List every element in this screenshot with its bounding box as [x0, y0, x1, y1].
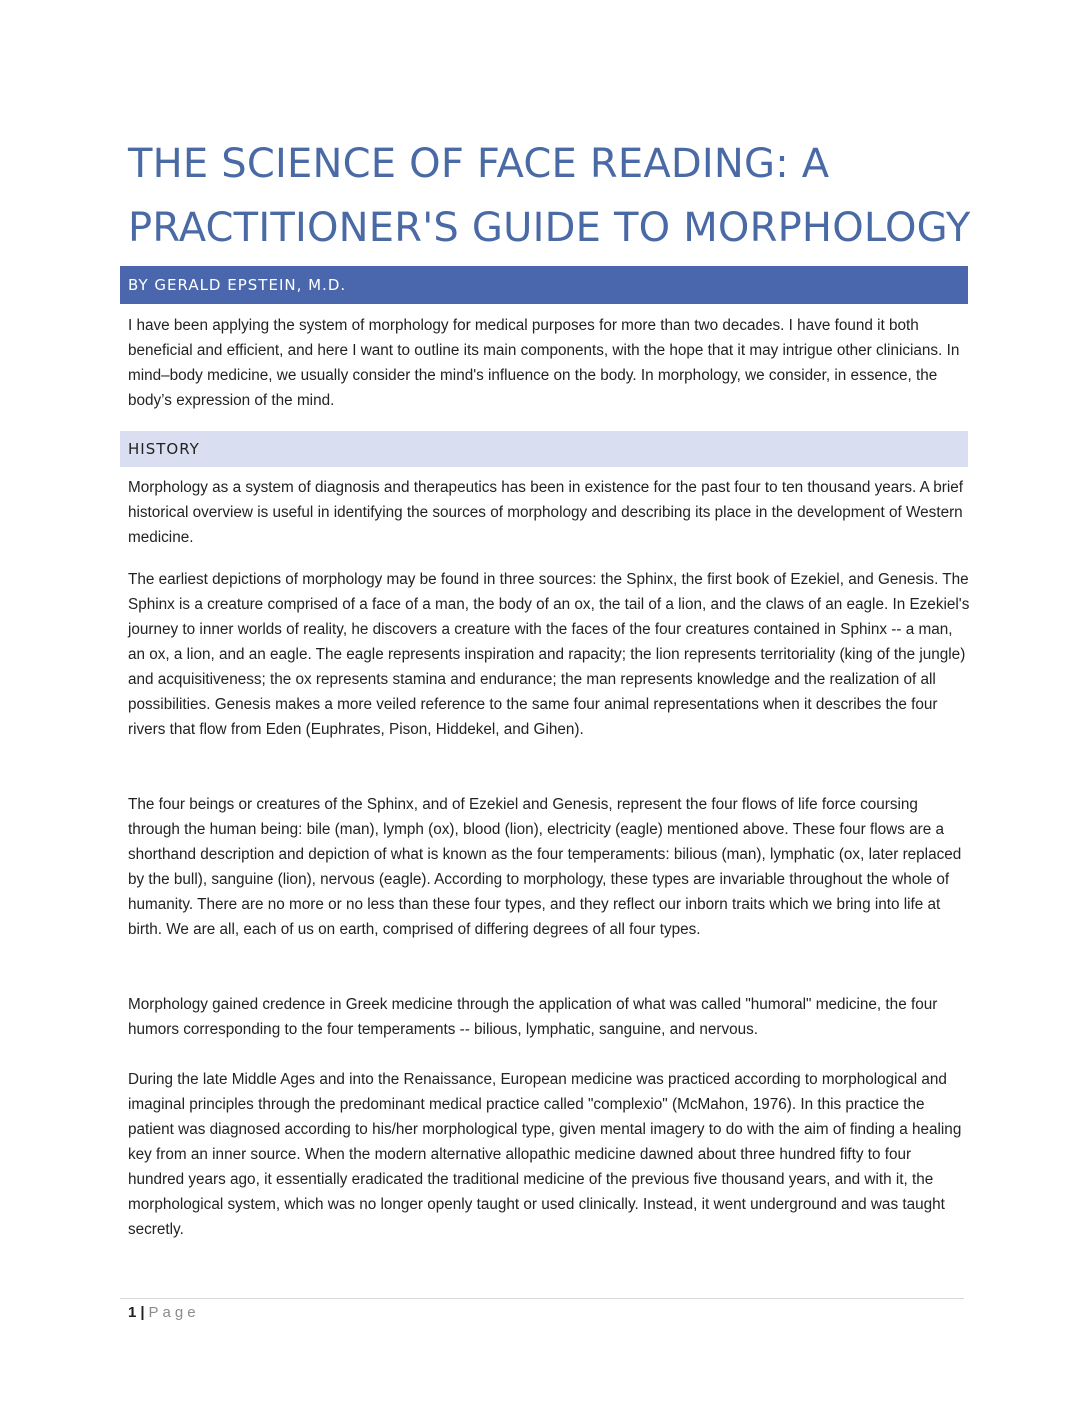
history-paragraph-5: During the late Middle Ages and into the Renaissance, European medicine was practiced according to morphological and imaginal principles through the predominant medical practice called "complexio" (McMahon, 1976). In this practice the patient was diagnosed according to his/her morphological type, given mental imagery to do with the aim of finding a healing key from an inner source. When the modern alternative allopathic medicine dawned about three hundred fifty to four hundred years ago, it essentially eradicated the traditional medicine of the previous five thousand years, and with it, the morphological system, which was no longer openly taught or used clinically. Instead, it went underground and was taught secretly. [128, 1071, 962, 1238]
footer-separator: | [140, 1304, 145, 1321]
intro-paragraph: I have been applying the system of morphology for medical purposes for more than two decades. I have found it both beneficial and efficient, and here I want to outline its main components, with the hope that it may intrigue other clinicians. In mind–body medicine, we usually consider the mind's influence on the body. In morphology, we consider, in essence, the body’s expression of the mind. [128, 317, 960, 409]
page-label: Page [148, 1304, 200, 1321]
history-paragraph-2: The earliest depictions of morphology may be found in three sources: the Sphinx, the first book of Ezekiel, and Genesis. The Sphinx is a creature comprised of a face of a man, the body of an ox, the tail of a lion, and the claws of an eagle. In Ezekiel's journey to inner worlds of reality, he discovers a creature with the faces of the four creatures contained in Sphinx -- a man, an ox, a lion, and an eagle. The eagle represents inspiration and rapacity; the lion represents territoriality (king of the jungle) and acquisitiveness; the ox represents stamina and endurance; the man represents knowledge and the realization of all possibilities. Genesis makes a more veiled reference to the same four animal representations when it describes the four rivers that flow from Eden (Euphrates, Pison, Hiddekel, and Gihen). [128, 571, 970, 738]
history-heading: HISTORY [120, 431, 968, 467]
history-paragraph-3: The four beings or creatures of the Sphinx, and of Ezekiel and Genesis, represent the four flows of life force coursing through the human being: bile (man), lymph (ox), blood (lion), electricity (eagle) mentioned above. These four flows are a shorthand description and depiction of what is known as the four temperaments: bilious (man), lymphatic (ox, later replaced by the bull), sanguine (lion), nervous (eagle). According to morphology, these types are invariable throughout the whole of humanity. There are no more or no less than these four types, and they reflect our inborn traits which we bring into life at birth. We are all, each of us on earth, comprised of differing degrees of all four types. [128, 796, 962, 938]
author-heading: BY GERALD EPSTEIN, M.D. [120, 266, 968, 304]
history-paragraph-4: Morphology gained credence in Greek medicine through the application of what was called "humoral" medicine, the four humors corresponding to the four temperaments -- bilious, lymphatic, sanguine, and nervous. [128, 996, 938, 1038]
history-paragraph-1: Morphology as a system of diagnosis and therapeutics has been in existence for the past four to ten thousand years. A brief historical overview is useful in identifying the sources of morphology and describing its place in the development of Western medicine. [128, 479, 964, 546]
footer-divider [120, 1298, 964, 1299]
document-title: THE SCIENCE OF FACE READING: A PRACTITIONER'S GUIDE TO MORPHOLOGY [128, 141, 971, 251]
page-number: 1 [128, 1304, 137, 1321]
page-footer [128, 1303, 200, 1323]
